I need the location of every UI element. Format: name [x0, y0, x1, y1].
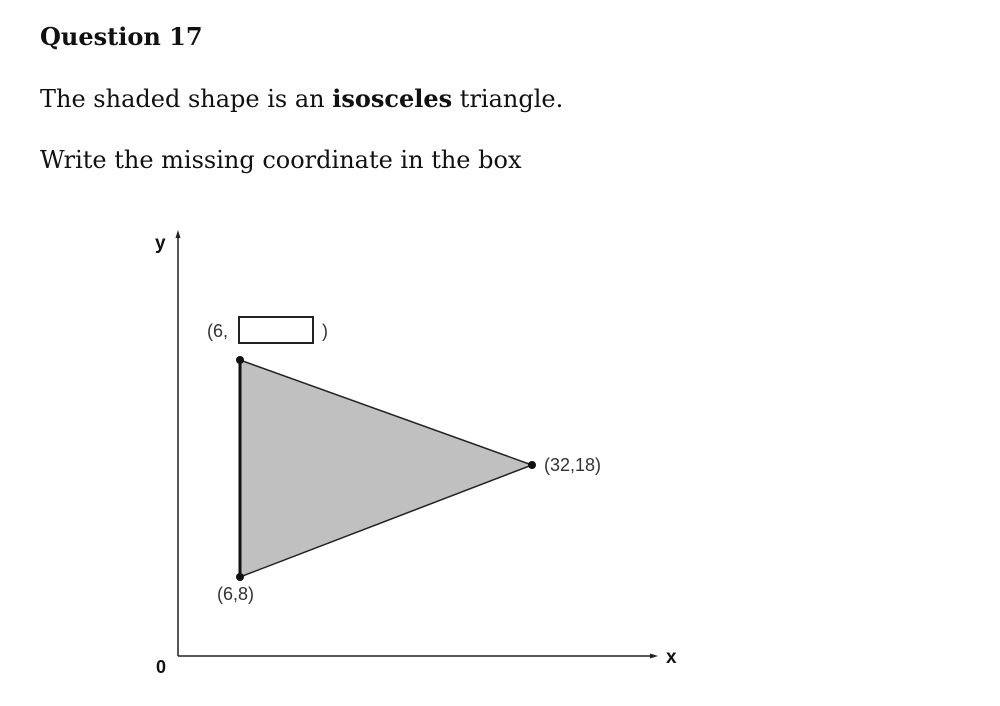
y-axis-label: y	[155, 233, 166, 254]
bottom-vertex-label: (6,8)	[217, 584, 255, 604]
question-instruction: Write the missing coordinate in the box	[40, 146, 522, 174]
isosceles-triangle	[240, 360, 532, 577]
statement-text-after: triangle.	[452, 85, 564, 113]
right-vertex-point	[528, 461, 536, 469]
x-axis-arrow-icon	[650, 654, 658, 659]
missing-coordinate-input[interactable]	[238, 316, 314, 344]
x-axis-label: x	[666, 647, 677, 668]
y-axis-arrow-icon	[176, 230, 181, 238]
top-vertex-label-open: (6,	[207, 321, 229, 341]
statement-bold-term: isosceles	[332, 84, 453, 113]
statement-text-before: The shaded shape is an	[40, 85, 333, 113]
question-title: Question 17	[40, 22, 203, 51]
top-vertex-point	[236, 356, 244, 364]
origin-label: 0	[156, 657, 167, 677]
top-vertex-label-close: )	[322, 321, 328, 341]
bottom-vertex-point	[236, 573, 244, 581]
right-vertex-label: (32,18)	[544, 455, 602, 475]
